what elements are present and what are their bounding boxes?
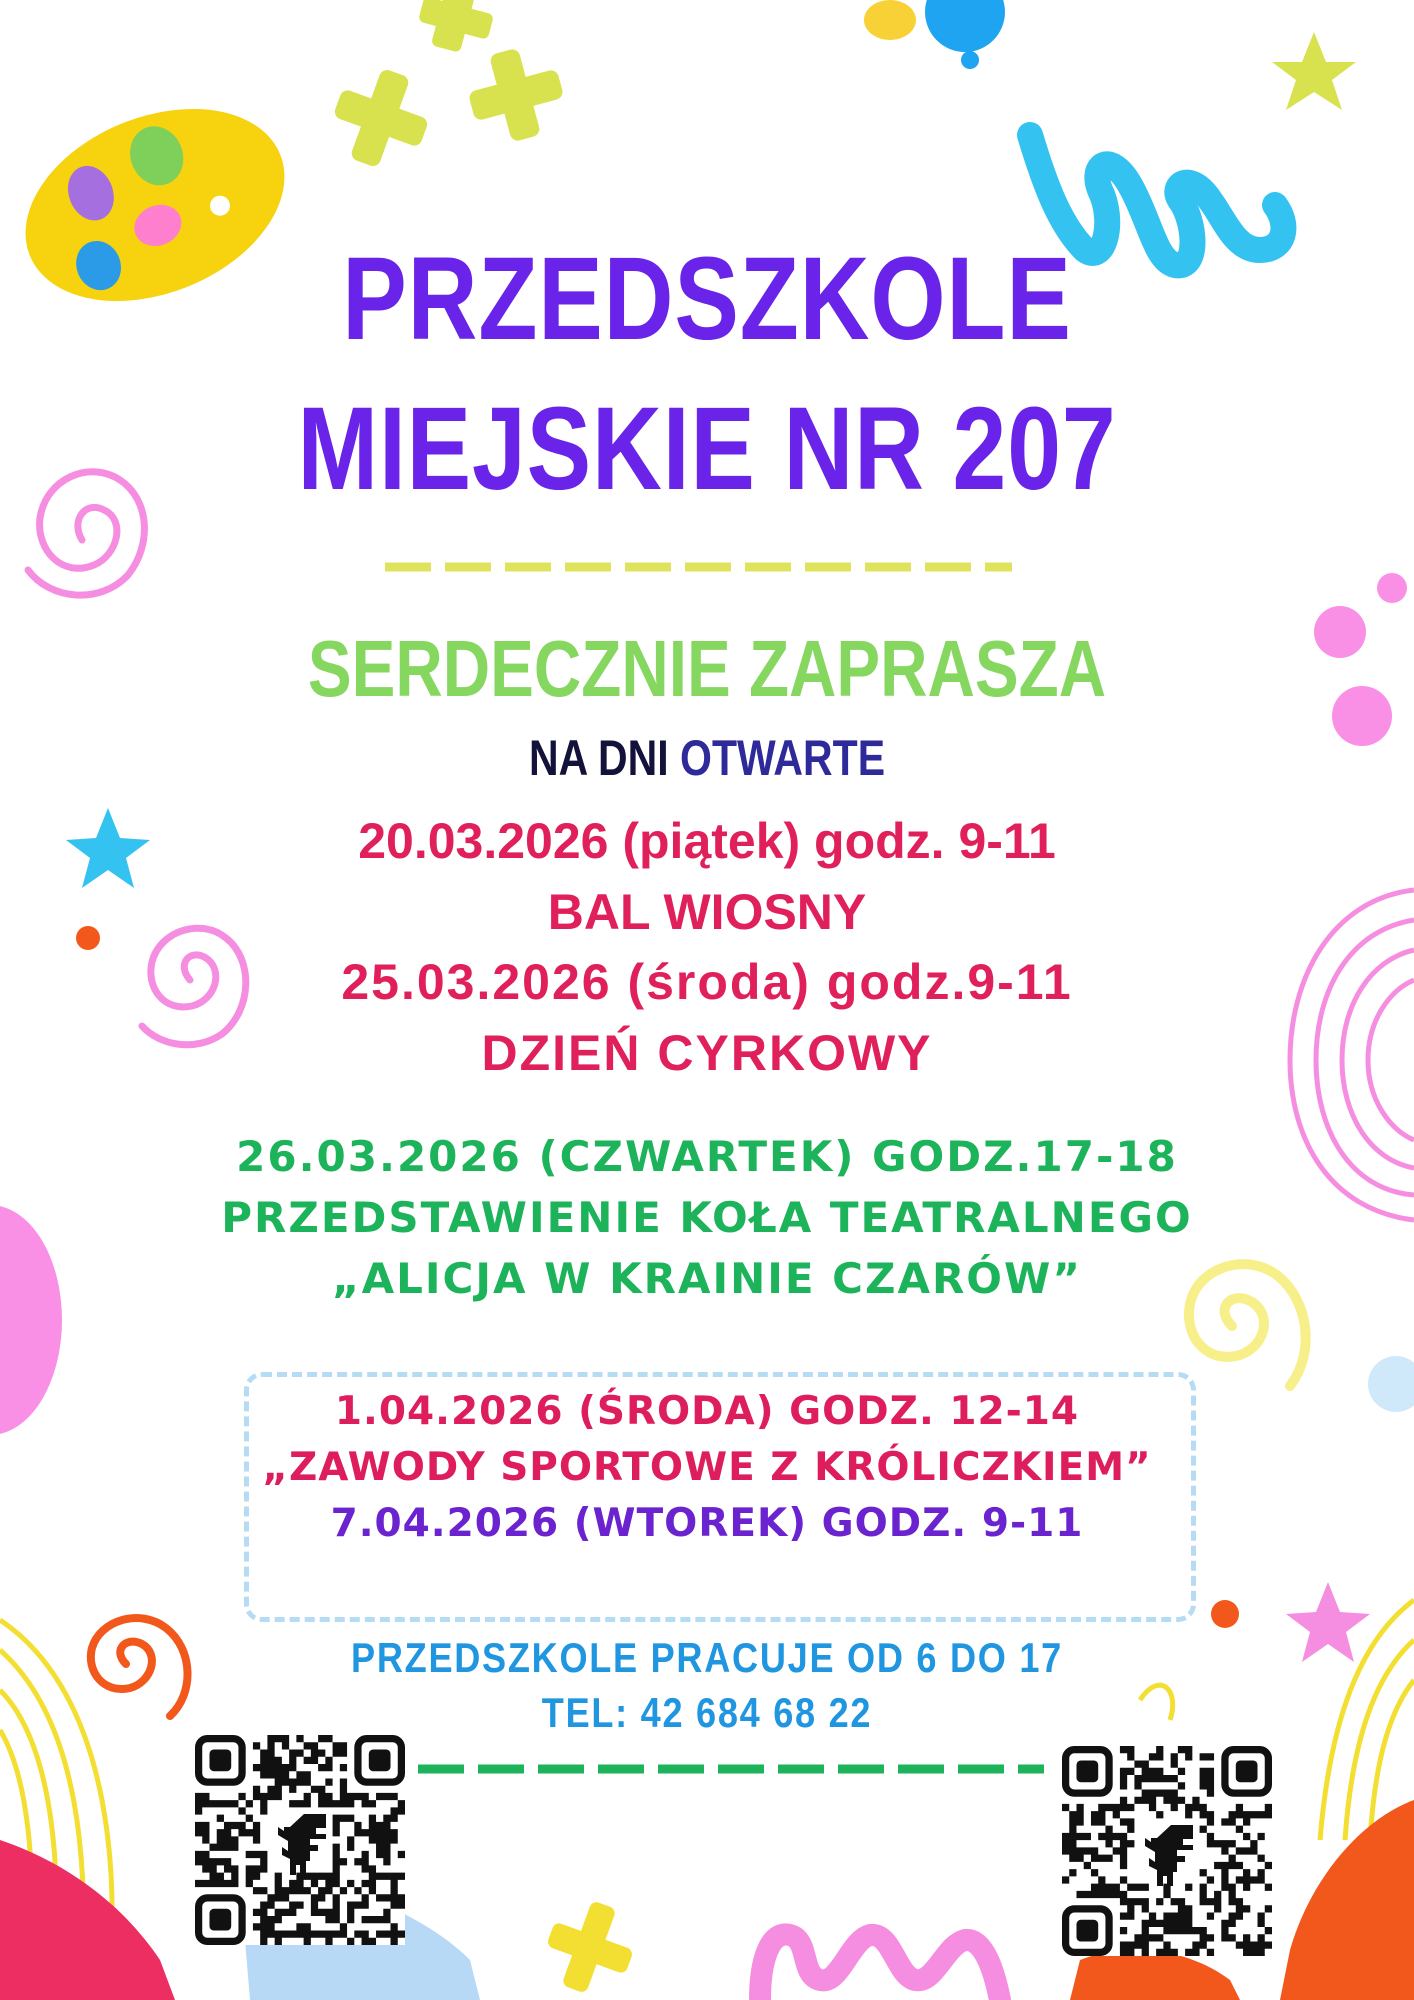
box-line-1: 1.04.2026 (ŚRODA) GODZ. 12-14 — [334, 1389, 1080, 1434]
title-line-2: MIEJSKIE NR 207 — [297, 383, 1117, 515]
dinosaur-icon — [278, 1814, 326, 1875]
subtitle: SERDECZNIE ZAPRASZA — [307, 624, 1107, 713]
event-line-3: 25.03.2026 (środa) godz.9-11 — [341, 954, 1073, 1010]
qr-code-icon[interactable] — [1062, 1746, 1272, 1956]
cross-icon — [333, 68, 430, 168]
blob-decoration — [1070, 1950, 1240, 2000]
blob-decoration — [0, 1840, 175, 2000]
squiggle-icon — [760, 1934, 1000, 2000]
event-line-1: 20.03.2026 (piątek) godz. 9-11 — [358, 813, 1056, 869]
opening-hours: PRZEDSZKOLE PRACUJE OD 6 DO 17 — [351, 1634, 1063, 1681]
invite-prefix: NA DNI — [528, 730, 681, 786]
box-line-3: 7.04.2026 (WTOREK) GODZ. 9-11 — [330, 1501, 1084, 1546]
invite-line — [127, 728, 1286, 788]
invite-accent: OTWARTE — [680, 730, 886, 786]
theatre-line-1: 26.03.2026 (CZWARTEK) GODZ.17-18 — [236, 1132, 1178, 1181]
star-icon — [1272, 32, 1356, 110]
theatre-line-2: PRZEDSTAWIENIE KOŁA TEATRALNEGO — [221, 1193, 1193, 1242]
qr-code-icon[interactable] — [195, 1735, 405, 1945]
dinosaur-icon — [1145, 1825, 1193, 1886]
cross-icon — [418, 0, 494, 53]
cross-icon — [468, 48, 565, 143]
theatre-line-3: „ALICJA W KRAINIE CZARÓW” — [332, 1254, 1082, 1303]
dot-decoration — [864, 0, 916, 40]
dot-decoration — [961, 51, 979, 69]
event-line-4: DZIEŃ CYRKOWY — [481, 1025, 933, 1081]
box-line-2: „ZAWODY SPORTOWE Z KRÓLICZKIEM” — [262, 1445, 1152, 1490]
phone-number: TEL: 42 684 68 22 — [541, 1689, 873, 1736]
event-line-2: BAL WIOSNY — [547, 884, 867, 940]
title-line-1: PRZEDSZKOLE — [342, 233, 1072, 365]
cross-icon — [546, 1900, 634, 1993]
dot-decoration — [925, 0, 1005, 52]
